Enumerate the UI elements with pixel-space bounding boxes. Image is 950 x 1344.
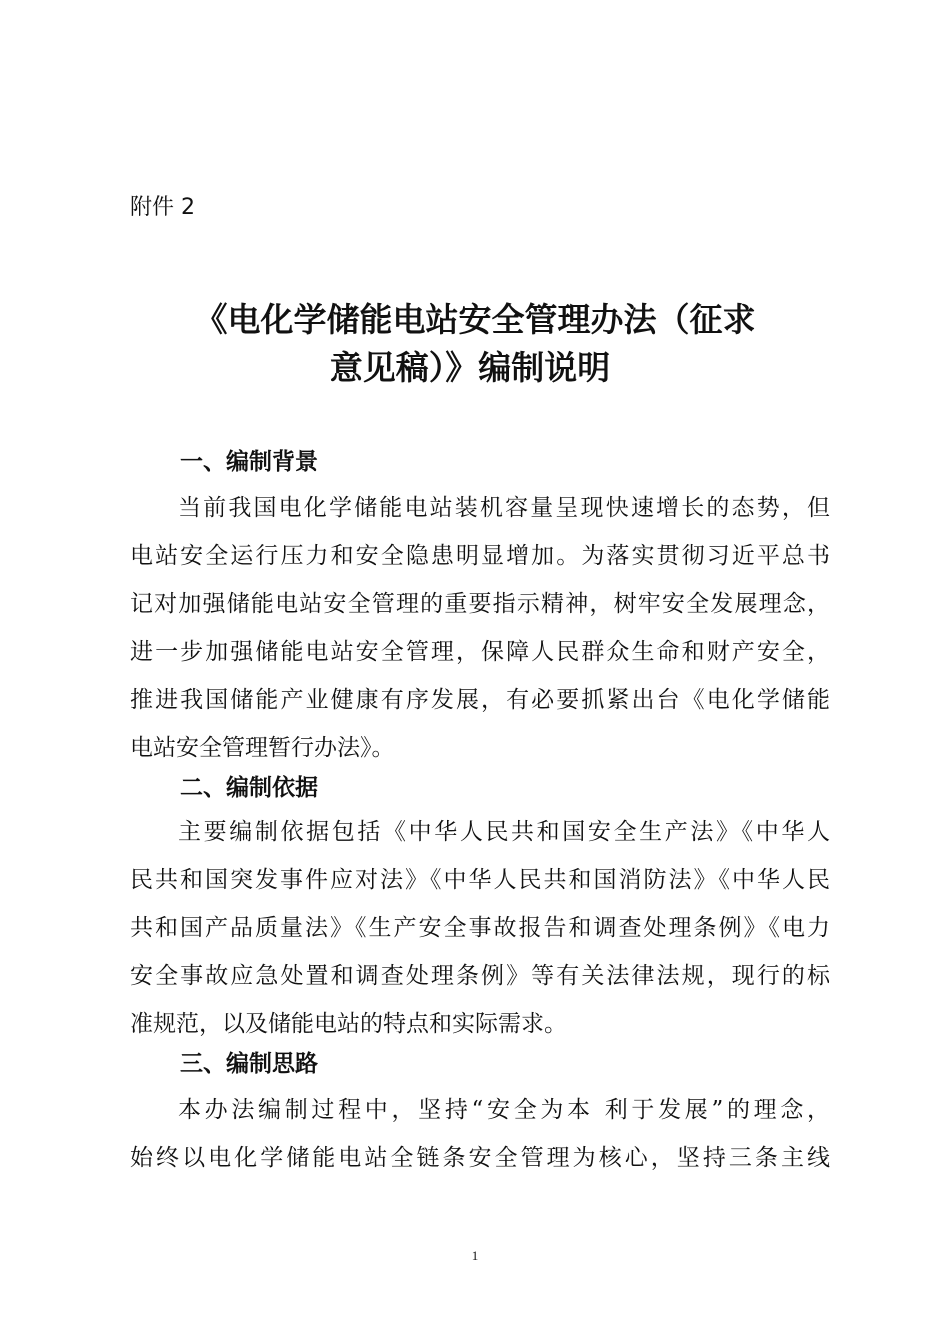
paragraph-line: 电站安全运行压力和安全隐患明显增加。为落实贯彻习近平总书 [130, 543, 830, 569]
paragraph-line: 推进我国储能产业健康有序发展，有必要抓紧出台《电化学储能 [130, 687, 830, 713]
section-heading-basis: 二、编制依据 [180, 775, 318, 801]
paragraph-line: 共和国产品质量法》《生产安全事故报告和调查处理条例》《电力 [130, 915, 830, 941]
paragraph-line: 民共和国突发事件应对法》《中华人民共和国消防法》《中华人民 [130, 867, 830, 893]
paragraph-line: 准规范，以及储能电站的特点和实际需求。 [130, 1011, 567, 1037]
document-title-line-2: 意见稿）》编制说明 [329, 348, 611, 387]
page-number: 1 [471, 1248, 479, 1263]
attachment-label: 附件 2 [130, 195, 195, 220]
paragraph-line: 当前我国电化学储能电站装机容量呈现快速增长的态势，但 [178, 495, 830, 521]
section-heading-approach: 三、编制思路 [180, 1051, 318, 1077]
document-title-line-1: 《电化学储能电站安全管理办法（征求 [194, 300, 756, 339]
paragraph-line: 安全事故应急处置和调查处理条例》等有关法律法规，现行的标 [130, 963, 830, 989]
paragraph-line: 记对加强储能电站安全管理的重要指示精神，树牢安全发展理念， [130, 591, 830, 617]
paragraph-line: 本办法编制过程中，坚持“安全为本 利于发展”的理念， [178, 1097, 830, 1123]
paragraph-line: 主要编制依据包括《中华人民共和国安全生产法》《中华人 [178, 819, 830, 845]
paragraph-line: 进一步加强储能电站安全管理，保障人民群众生命和财产安全， [130, 639, 830, 665]
paragraph-line: 电站安全管理暂行办法》。 [130, 735, 395, 761]
paragraph-line: 始终以电化学储能电站全链条安全管理为核心，坚持三条主线 [130, 1145, 830, 1171]
section-heading-background: 一、编制背景 [180, 449, 318, 475]
